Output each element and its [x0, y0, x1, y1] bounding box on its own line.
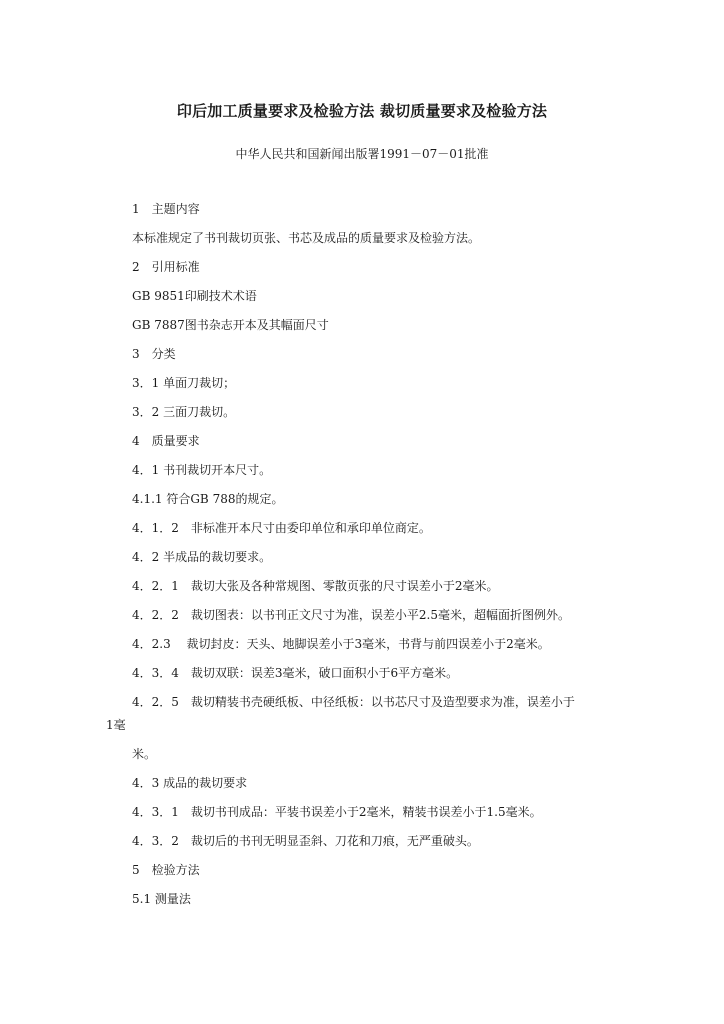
paragraph: GB 9851印刷技术术语: [132, 289, 257, 303]
paragraph: 4．2 半成品的裁切要求。: [132, 550, 272, 564]
section-heading: 4 质量要求: [132, 434, 200, 448]
section-heading: 2 引用标准: [132, 260, 200, 274]
paragraph: 本标准规定了书刊裁切页张、书芯及成品的质量要求及检验方法。: [132, 231, 481, 245]
section-heading: 5 检验方法: [132, 863, 200, 877]
section-heading: 1 主题内容: [132, 202, 200, 216]
paragraph: 4．1 书刊裁切开本尺寸。: [132, 463, 272, 477]
paragraph: 4．3．1 裁切书刊成品：平装书误差小于2毫米，精装书误差小于1.5毫米。: [132, 805, 542, 819]
section-heading: 3 分类: [132, 347, 176, 361]
paragraph: 4．3．4 裁切双联：误差3毫米，破口面积小于6平方毫米。: [132, 666, 459, 680]
paragraph-wrap: 1毫: [106, 718, 126, 732]
paragraph: 4.1.1 符合GB 788的规定。: [132, 492, 284, 506]
paragraph: 3．1 单面刀裁切；: [132, 376, 236, 390]
paragraph: 5.1 测量法: [132, 892, 191, 906]
paragraph: 4．1．2 非标准开本尺寸由委印单位和承印单位商定。: [132, 521, 431, 535]
paragraph: GB 7887图书杂志开本及其幅面尺寸: [132, 318, 329, 332]
paragraph: 4．3．2 裁切后的书刊无明显歪斜、刀花和刀痕，无严重破头。: [132, 834, 479, 848]
paragraph-wrap: 米。: [132, 747, 157, 761]
paragraph: 4．2．5 裁切精装书壳硬纸板、中径纸板：以书芯尺寸及造型要求为准，误差小于: [132, 695, 575, 709]
document-subtitle: 中华人民共和国新闻出版署1991－07－01批准: [235, 147, 489, 161]
paragraph: 4．2．1 裁切大张及各种常规图、零散页张的尺寸误差小于2毫米。: [132, 579, 499, 593]
document-title: 印后加工质量要求及检验方法 裁切质量要求及检验方法: [176, 102, 548, 120]
section-heading: 4．3 成品的裁切要求: [132, 776, 248, 790]
paragraph: 4．2．2 裁切图表：以书刊正文尺寸为准，误差小平2.5毫米，超幅面折图例外。: [132, 608, 570, 622]
paragraph: 4．2.3 裁切封皮：天头、地脚误差小于3毫米，书背与前四误差小于2毫米。: [132, 637, 550, 651]
paragraph: 3．2 三面刀裁切。: [132, 405, 236, 419]
